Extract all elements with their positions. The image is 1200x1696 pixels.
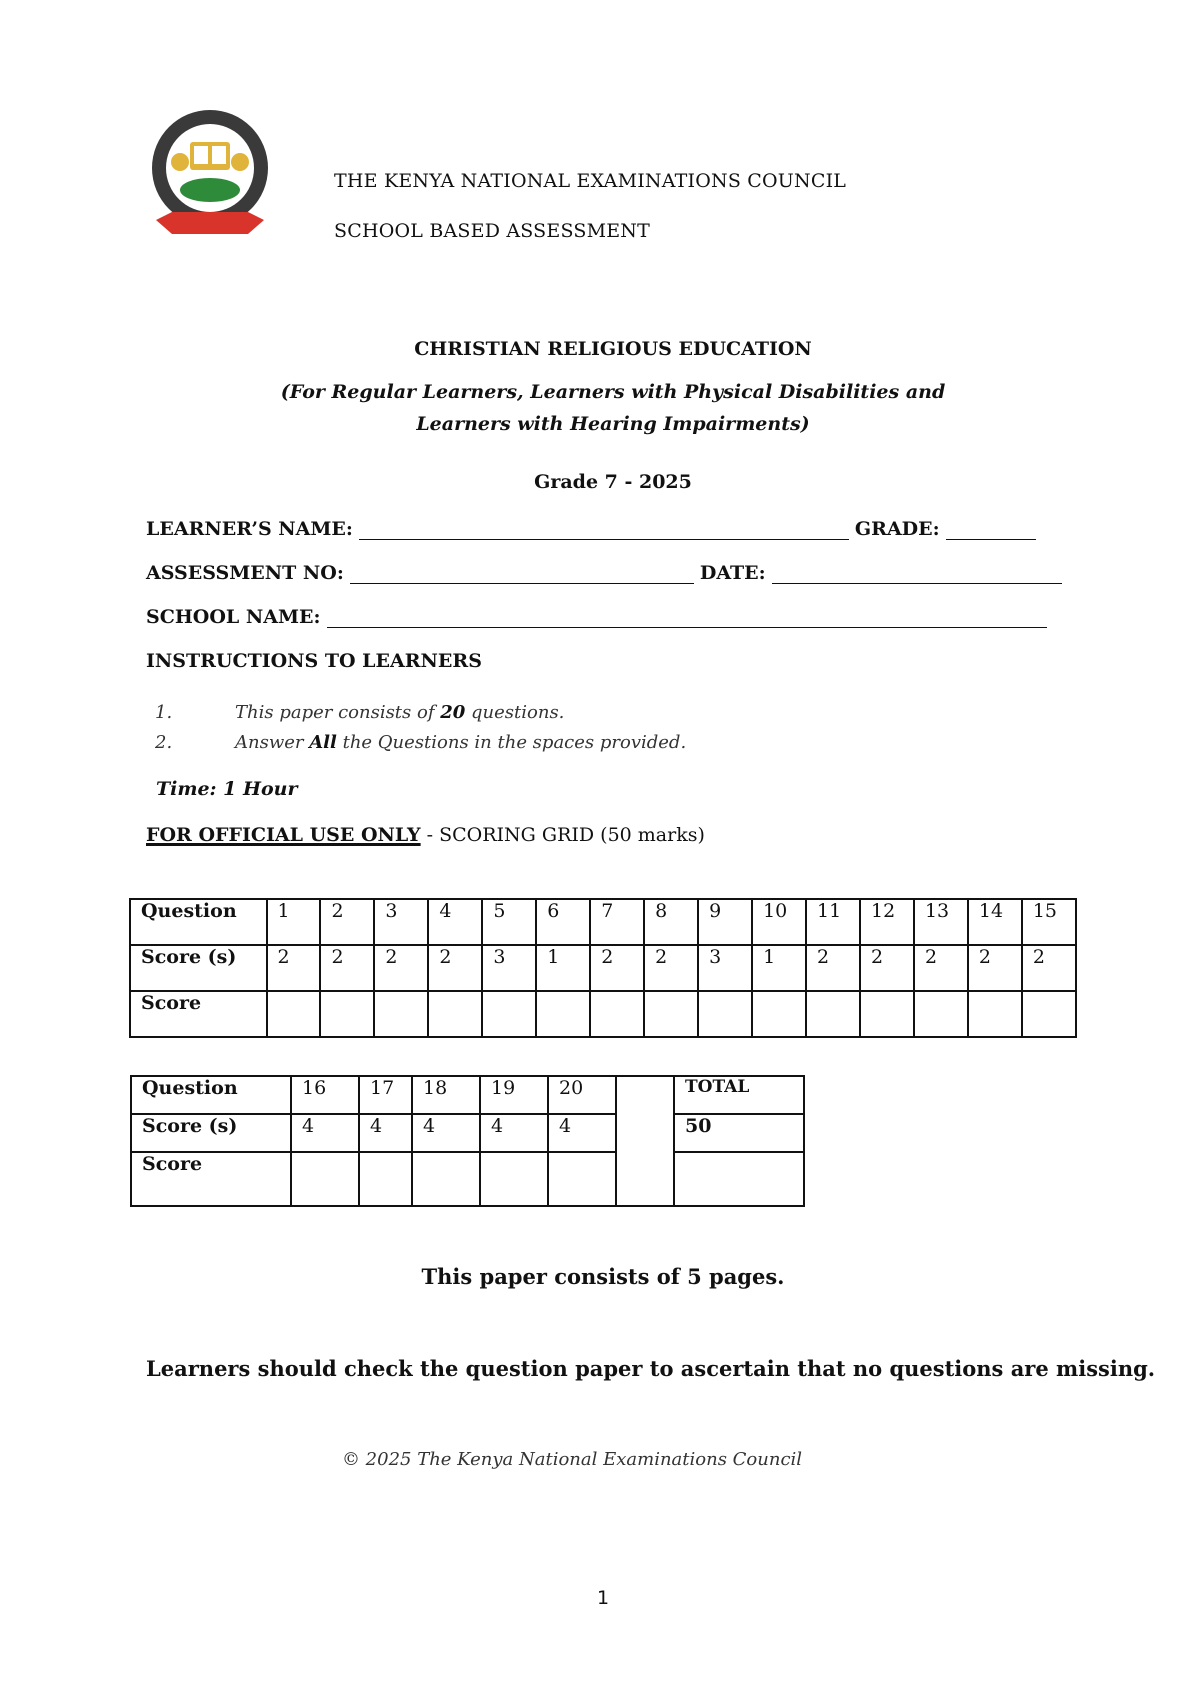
score-entry-cell[interactable] xyxy=(359,1152,412,1206)
question-number-cell: 14 xyxy=(968,899,1022,945)
score-row xyxy=(130,991,1076,1037)
copyright: © 2025 The Kenya National Examinations Council xyxy=(341,1449,803,1470)
total-label: TOTAL xyxy=(674,1076,804,1114)
max-score-cell: 2 xyxy=(428,945,482,991)
question-row-label: Question xyxy=(131,1076,291,1114)
score-entry-cell[interactable] xyxy=(374,991,428,1037)
grade-year: Grade 7 - 2025 xyxy=(534,471,692,493)
question-number-cell: 18 xyxy=(412,1076,480,1114)
question-number-cell: 16 xyxy=(291,1076,359,1114)
assessment-no-line[interactable] xyxy=(350,582,694,584)
score-row xyxy=(131,1152,804,1206)
max-score-cell: 2 xyxy=(1022,945,1076,991)
learner-name-label: LEARNER’S NAME: xyxy=(146,518,353,540)
audience-line-2: Learners with Hearing Impairments) xyxy=(416,413,810,435)
question-number-cell: 12 xyxy=(860,899,914,945)
question-number-cell: 1 xyxy=(267,899,321,945)
grade-label: GRADE: xyxy=(854,518,940,540)
knec-logo xyxy=(146,108,274,248)
question-row-label: Question xyxy=(130,899,267,945)
instruction-item xyxy=(155,727,686,757)
question-number-cell: 15 xyxy=(1022,899,1076,945)
max-score-cell: 1 xyxy=(752,945,806,991)
question-number-cell: 17 xyxy=(359,1076,412,1114)
assessment-date-row xyxy=(146,562,1068,584)
max-score-cell: 2 xyxy=(374,945,428,991)
max-score-row xyxy=(130,945,1076,991)
scoring-grid-label: - SCORING GRID (50 marks) xyxy=(420,824,705,846)
max-score-cell: 2 xyxy=(644,945,698,991)
grade-line[interactable] xyxy=(946,538,1036,540)
assessment-type: SCHOOL BASED ASSESSMENT xyxy=(334,220,650,242)
max-score-cell: 2 xyxy=(320,945,374,991)
score-entry-cell[interactable] xyxy=(267,991,321,1037)
max-score-cell: 4 xyxy=(412,1114,480,1152)
max-score-row xyxy=(131,1114,804,1152)
instruction-text: Answer All the Questions in the spaces provided. xyxy=(235,731,687,753)
question-number-cell: 3 xyxy=(374,899,428,945)
score-entry-cell[interactable] xyxy=(320,991,374,1037)
time-allowed: Time: 1 Hour xyxy=(156,778,298,800)
school-name-label: SCHOOL NAME: xyxy=(146,606,321,628)
date-line[interactable] xyxy=(772,582,1062,584)
score-entry-cell[interactable] xyxy=(644,991,698,1037)
max-score-row-label: Score (s) xyxy=(131,1114,291,1152)
council-name: THE KENYA NATIONAL EXAMINATIONS COUNCIL xyxy=(334,170,847,192)
assessment-no-label: ASSESSMENT NO: xyxy=(146,562,344,584)
max-score-cell: 2 xyxy=(267,945,321,991)
instruction-number: 1. xyxy=(155,701,173,723)
score-entry-cell[interactable] xyxy=(968,991,1022,1037)
official-use-heading xyxy=(146,824,705,846)
max-score-cell: 4 xyxy=(480,1114,548,1152)
audience-line-1: (For Regular Learners, Learners with Physical Disabilities and xyxy=(280,381,946,403)
score-entry-cell[interactable] xyxy=(806,991,860,1037)
audience-note xyxy=(0,376,1200,440)
question-number-cell: 5 xyxy=(482,899,536,945)
score-entry-cell[interactable] xyxy=(1022,991,1076,1037)
name-grade-row xyxy=(146,518,1042,540)
scoring-grid-1 xyxy=(129,898,1077,1038)
max-score-cell: 3 xyxy=(698,945,752,991)
instruction-number: 2. xyxy=(155,731,173,753)
total-score-entry[interactable] xyxy=(674,1152,804,1206)
score-entry-cell[interactable] xyxy=(698,991,752,1037)
score-entry-cell[interactable] xyxy=(428,991,482,1037)
score-entry-cell[interactable] xyxy=(914,991,968,1037)
max-score-cell: 2 xyxy=(590,945,644,991)
score-entry-cell[interactable] xyxy=(480,1152,548,1206)
question-number-cell: 6 xyxy=(536,899,590,945)
max-score-cell: 2 xyxy=(860,945,914,991)
official-use-label: FOR OFFICIAL USE ONLY xyxy=(146,824,421,846)
question-number-cell: 19 xyxy=(480,1076,548,1114)
question-row xyxy=(130,899,1076,945)
question-number-cell: 4 xyxy=(428,899,482,945)
max-score-cell: 2 xyxy=(968,945,1022,991)
max-score-cell: 2 xyxy=(914,945,968,991)
max-score-cell: 4 xyxy=(359,1114,412,1152)
school-name-line[interactable] xyxy=(327,626,1047,628)
question-number-cell: 8 xyxy=(644,899,698,945)
score-entry-cell[interactable] xyxy=(536,991,590,1037)
score-entry-cell[interactable] xyxy=(860,991,914,1037)
question-number-cell: 10 xyxy=(752,899,806,945)
max-score-cell: 1 xyxy=(536,945,590,991)
question-number-cell: 7 xyxy=(590,899,644,945)
max-score-cell: 2 xyxy=(806,945,860,991)
scoring-grid-2 xyxy=(130,1075,805,1207)
date-label: DATE: xyxy=(699,562,766,584)
instructions-list xyxy=(155,697,686,757)
score-entry-cell[interactable] xyxy=(590,991,644,1037)
max-score-cell: 3 xyxy=(482,945,536,991)
question-number-cell: 20 xyxy=(548,1076,616,1114)
pages-note: This paper consists of 5 pages. xyxy=(421,1264,785,1289)
question-row xyxy=(131,1076,804,1114)
total-max-value: 50 xyxy=(674,1114,804,1152)
instruction-text: This paper consists of 20 questions. xyxy=(235,701,565,723)
page-number: 1 xyxy=(596,1587,610,1609)
score-entry-cell[interactable] xyxy=(412,1152,480,1206)
subject-title: CHRISTIAN RELIGIOUS EDUCATION xyxy=(414,338,812,360)
max-score-row-label: Score (s) xyxy=(130,945,267,991)
check-note: Learners should check the question paper to ascertain that no questions are missing. xyxy=(146,1356,1156,1381)
question-number-cell: 11 xyxy=(806,899,860,945)
learner-name-line[interactable] xyxy=(359,538,849,540)
score-row-label: Score xyxy=(130,991,267,1037)
score-entry-cell[interactable] xyxy=(752,991,806,1037)
question-number-cell: 2 xyxy=(320,899,374,945)
question-number-cell: 9 xyxy=(698,899,752,945)
score-entry-cell[interactable] xyxy=(482,991,536,1037)
max-score-cell: 4 xyxy=(291,1114,359,1152)
score-entry-cell[interactable] xyxy=(548,1152,616,1206)
spacer-cell xyxy=(616,1076,674,1206)
school-row xyxy=(146,606,1053,628)
score-row-label: Score xyxy=(131,1152,291,1206)
instructions-title: INSTRUCTIONS TO LEARNERS xyxy=(146,650,482,672)
score-entry-cell[interactable] xyxy=(291,1152,359,1206)
instruction-item xyxy=(155,697,686,727)
question-number-cell: 13 xyxy=(914,899,968,945)
max-score-cell: 4 xyxy=(548,1114,616,1152)
